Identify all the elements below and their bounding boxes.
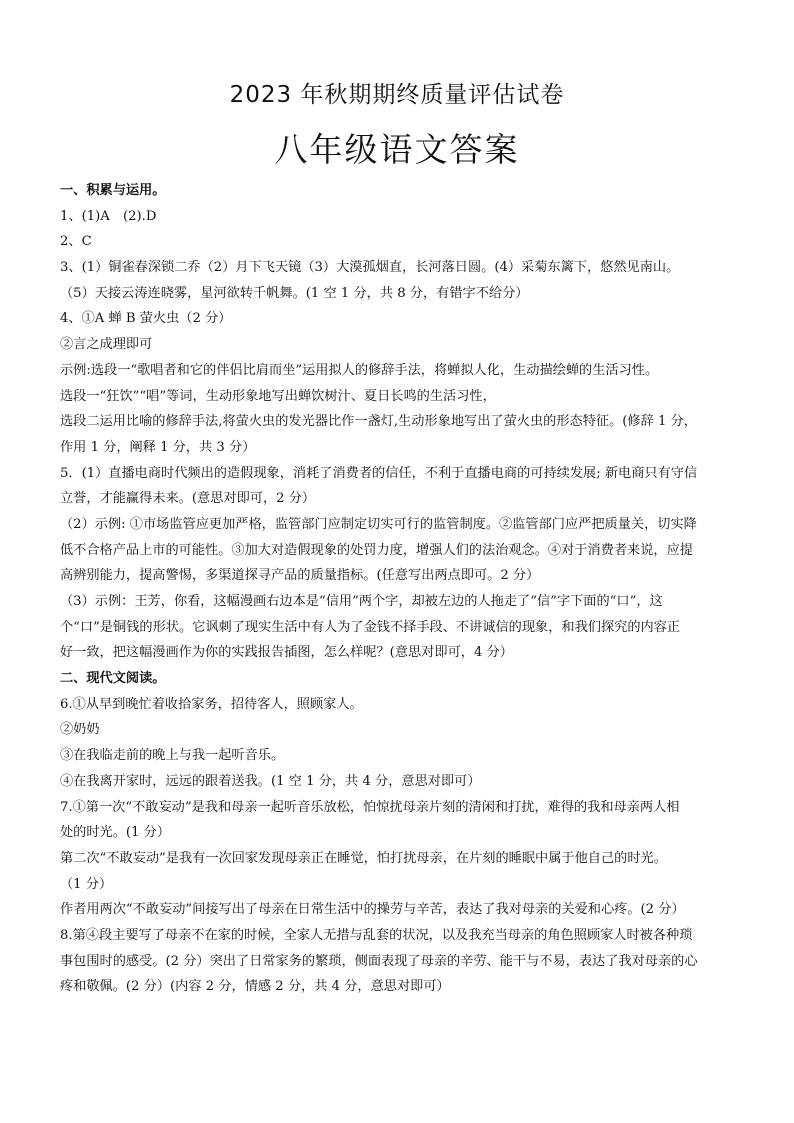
answer-line: 好一致，把这幅漫画作为你的实践报告插图，怎么样呢？(意思对即可，4 分） [60, 645, 513, 661]
answer-line: 6.①从早到晚忙着收拾家务，招待客人，照顾家人。 [60, 696, 363, 712]
answer-line: 选段二运用比喻的修辞手法,将萤火虫的发光器比作一盏灯,生动形象地写出了萤火虫的形态特征。(修辞 1 分， [60, 414, 697, 430]
section-heading-2: 二、现代文阅读。 [60, 671, 166, 687]
answer-line: （1 分） [60, 876, 113, 892]
answer-line: 个“口”是铜钱的形状。它讽刺了现实生活中有人为了金钱不择手段、不讲诚信的现象，和我们探究的内容正 [60, 619, 681, 635]
answer-line: 1、(1)A (2).D [60, 208, 157, 224]
answer-line: 高辨别能力，提高警惕，多渠道探寻产品的质量指标。(任意写出两点即可。2 分） [60, 568, 540, 584]
answer-line: 事包围时的感受。(2 分）突出了日常家务的繁琐，侧面表现了母亲的辛劳、能干与不易，表达了我对母亲的心 [60, 953, 698, 969]
answer-line: （3）示例：王芳，你看，这幅漫画右边本是“信用”两个字，却被左边的人拖走了“信”字下面的“口”，这 [60, 594, 663, 609]
answer-line: 5．(1）直播电商时代频出的造假现象，消耗了消费者的信任，不利于直播电商的可持续发展; 新电商只有守信 [60, 465, 698, 481]
answer-line: ④在我离开家时，远远的跟着送我。(1 空 1 分，共 4 分，意思对即可） [60, 773, 481, 789]
answer-line: 作用 1 分，阐释 1 分，共 3 分） [60, 439, 256, 455]
answer-line: 4、①A 蝉 B 萤火虫（2 分） [60, 311, 232, 327]
answer-line: 示例:选段一“歌唱者和它的伴侣比肩而坐”运用拟人的修辞手法，将蝉拟人化，生动描绘蝉的生活习性。 [60, 362, 659, 378]
answer-line: 8.第④段主要写了母亲不在家的时候，全家人无措与乱套的状况，以及我充当母亲的角色照顾家人时被各种琐 [60, 927, 693, 943]
answer-line: 2、C [60, 234, 92, 250]
answer-line: 3、(1）铜雀春深锁二乔（2）月下飞天镜（3）大漠孤烟直，长河落日圆。(4）采菊东篱下，悠然见南山。 [60, 260, 680, 276]
answer-key-title: 八年级语文答案 [274, 130, 520, 169]
answer-line: 7.①第一次“不敢妄动”是我和母亲一起听音乐放松，怕惊扰母亲片刻的清闲和打扰，难得的我和母亲两人相 [60, 799, 680, 815]
answer-line: （2）示例: ①市场监管应更加严格，监管部门应制定切实可行的监管制度。②监管部门应严把质量关，切实降 [60, 516, 697, 532]
exam-title: 2023 年秋期期终质量评估试卷 [229, 82, 565, 108]
section-heading-1: 一、积累与运用。 [60, 183, 166, 198]
answer-line: ③在我临走前的晚上与我一起听音乐。 [60, 748, 285, 764]
answer-line: （5）天接云涛连晓雾，星河欲转千帆舞。(1 空 1 分，共 8 分，有错字不给分） [60, 285, 529, 301]
answer-line: ②言之成理即可 [60, 337, 153, 353]
answer-line: 选段一“狂饮”“唱”等词，生动形象地写出蝉饮树汁、夏日长鸣的生活习性， [60, 388, 496, 404]
answer-line: 第二次“不敢妄动”是我有一次回家发现母亲正在睡觉，怕打扰母亲，在片刻的睡眠中属于他自己的时光。 [60, 850, 667, 866]
answer-line: 处的时光。(1 分） [60, 825, 171, 841]
answer-body [60, 178, 740, 1000]
answer-line: ②奶奶 [60, 722, 100, 738]
answer-line: 疼和敬佩。(2 分）(内容 2 分，情感 2 分，共 4 分，意思对即可） [60, 979, 450, 995]
answer-line: 立誉，才能赢得未来。(意思对即可，2 分） [60, 491, 316, 507]
answer-line: 低不合格产品上市的可能性。③加大对造假现象的处罚力度，增强人们的法治观念。④对于消费者来说，应提 [60, 542, 693, 558]
answer-line: 作者用两次“不敢妄动”间接写出了母亲在日常生活中的操劳与辛苦，表达了我对母亲的关爱和心疼。(2 分） [60, 902, 685, 918]
